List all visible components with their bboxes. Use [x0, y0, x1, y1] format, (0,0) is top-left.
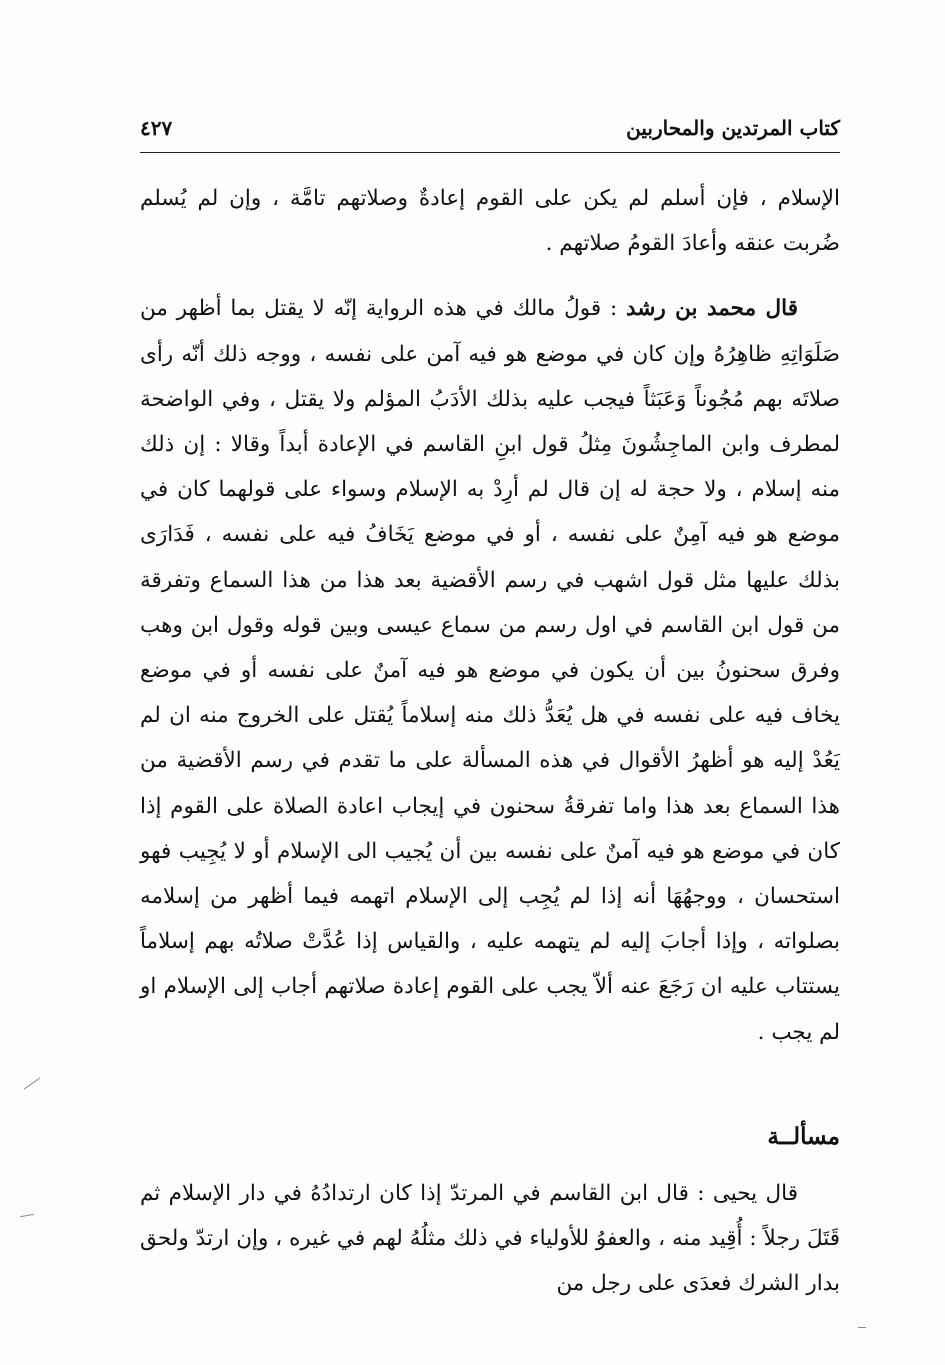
commentator-name: قال محمد بن رشد: [626, 296, 798, 322]
paragraph-continuation: الإسلام ، فإن أسلم لم يكن على القوم إعادةٌ وصلاتهم تامَّة ، وإن لم يُسلم ضُربت عنقه وأعادَ القومُ صلاتهم .: [140, 186, 840, 257]
paragraph-commentary: [140, 286, 840, 1054]
paragraph-section: قال يحيى : قال ابن القاسم في المرتدّ إذا كان ارتدادُهُ في دار الإسلام ثم قَتَلَ رجلاً : أُقِيد منه ، والعفوُ للأولياء في ذلك مثلُهُ لهم في غيره ، وإن ارتدّ ولحق بدار الشرك فعدَى على رجل من: [140, 1180, 840, 1297]
margin-mark: [20, 1214, 34, 1217]
running-title: كتاب المرتدين والمحاربين: [626, 116, 840, 140]
section-heading: مسألــة: [767, 1122, 840, 1150]
page-header: [140, 112, 840, 152]
commentary-text: : قولُ مالك في هذه الرواية إنّه لا يقتل بما أظهر من صَلَوَاتِهِ ظاهِرُهُ وإن كان في موضع هو فيه آمن على نفسه ، ووجه ذلك أنّه رأى صلاتَه بهم مُجُوناً وَعَبَثاً فيجب عليه بذلك الأدَبُ المؤلم ولا يقتل ، وفي الواضحة لمطرف وابن الماجِشُونَ مِثلُ قول ابنِ القاسم في الإعادة أبداً وقالا : إن ذلك منه إسلام ، ولا حجة له إن قال لم أرِدْ به الإسلام وسواء على قولهما كان في موضع هو فيه آمِنٌ على نفسه ، أو في موضع يَخَافُ فيه على نفسه ، فَدَارَى بذلك عليها مثل قول اشهب في رسم الأقضية بعد هذا من هذا السماع وتفرقة من قول ابن القاسم في اول رسم من سماع عيسى وبين قوله وقول ابن وهب وفرق سحنونُ بين أن يكون في موضع هو فيه آمنٌ على نفسه أو في موضع يخاف فيه على نفسه في هل يُعَدُّ ذلك منه إسلاماً يُقتل على الخروج منه ان لم يَعُدْ إليه هو أظهرُ الأقوال في هذه المسألة على ما تقدم في رسم الأقضية من هذا السماع بعد هذا واما تفرقةُ سحنون في إيجاب اعادة الصلاة على القوم إذا كان في موضع هو فيه آمنٌ على نفسه بين أن يُجيب الى الإسلام أو لا يُجِيب فهو استحسان ، ووجهُهَا أنه إذا لم يُجِب إلى الإسلام اتهمه فيما أظهر من إسلامه بصلواته ، وإذا أجابَ إليه لم يتهمه عليه ، والقياس إذا عُدَّتْ صلاتُه بهم إسلاماً يستتاب عليه ان رَجَعَ عنه ألاّ يجب على القوم إعادة صلاتهم أجاب إلى الإسلام او لم يجب .: [140, 296, 840, 1045]
body-text: [140, 176, 840, 1306]
margin-mark: [24, 1077, 41, 1089]
header-rule: [140, 152, 840, 153]
page-number: ٤٢٧: [140, 116, 173, 140]
margin-mark: [858, 1327, 866, 1328]
